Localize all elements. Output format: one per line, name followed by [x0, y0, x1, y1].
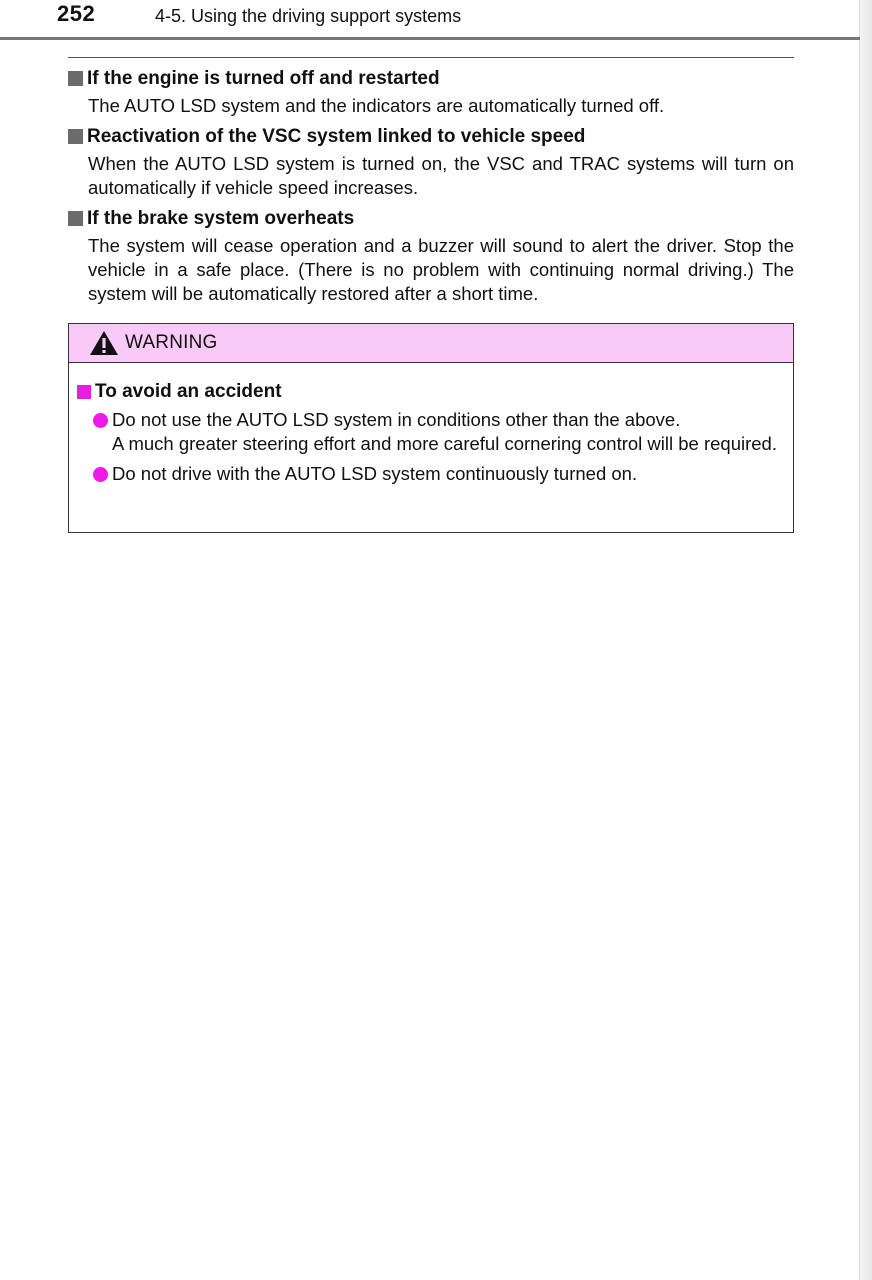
warning-body: [69, 363, 793, 486]
section-heading: [68, 66, 794, 91]
warning-heading-text: To avoid an accident: [95, 381, 282, 402]
square-marker-icon: [77, 385, 91, 399]
bullet-dot-icon: [93, 413, 108, 428]
page-number: 252: [57, 1, 96, 26]
warning-header: [69, 324, 793, 363]
section-engine-restart: [68, 66, 794, 118]
section-heading-text: Reactivation of the VSC system linked to vehicle speed: [87, 126, 586, 147]
page-right-edge: [859, 0, 872, 1280]
section-heading-text: If the brake system overheats: [87, 208, 355, 229]
section-heading: [68, 206, 794, 231]
section-heading-text: If the engine is turned off and restarted: [87, 68, 440, 89]
section-body: The AUTO LSD system and the indicators are automatically turned off.: [88, 95, 665, 116]
section-body: When the AUTO LSD system is turned on, the VSC and TRAC systems will turn on automatically if vehicle speed increases.: [88, 153, 794, 198]
warning-bullet: [112, 408, 785, 456]
warning-bullet: [112, 462, 785, 486]
main-content: [68, 66, 794, 306]
square-marker-icon: [68, 71, 83, 86]
section-title: 4-5. Using the driving support systems: [155, 6, 462, 26]
bullet-text: Do not use the AUTO LSD system in conditions other than the above.: [112, 409, 681, 430]
bullet-subtext: A much greater steering effort and more careful cornering control will be required.: [112, 433, 777, 454]
section-vsc-reactivation: [68, 124, 794, 200]
content-divider: [68, 57, 794, 58]
bullet-text: Do not drive with the AUTO LSD system continuously turned on.: [112, 463, 638, 484]
warning-heading: [77, 379, 793, 404]
warning-triangle-icon: [89, 330, 119, 356]
header-divider: [0, 37, 860, 40]
square-marker-icon: [68, 211, 83, 226]
warning-box: [68, 323, 794, 533]
section-body: The system will cease operation and a buzzer will sound to alert the driver. Stop the vehicle in a safe place. (There is no problem with continuing normal driving.) The system will be automatically restored after a short time.: [88, 235, 794, 304]
section-heading: [68, 124, 794, 149]
square-marker-icon: [68, 129, 83, 144]
warning-label: WARNING: [125, 332, 218, 353]
section-brake-overheat: [68, 206, 794, 306]
bullet-dot-icon: [93, 467, 108, 482]
